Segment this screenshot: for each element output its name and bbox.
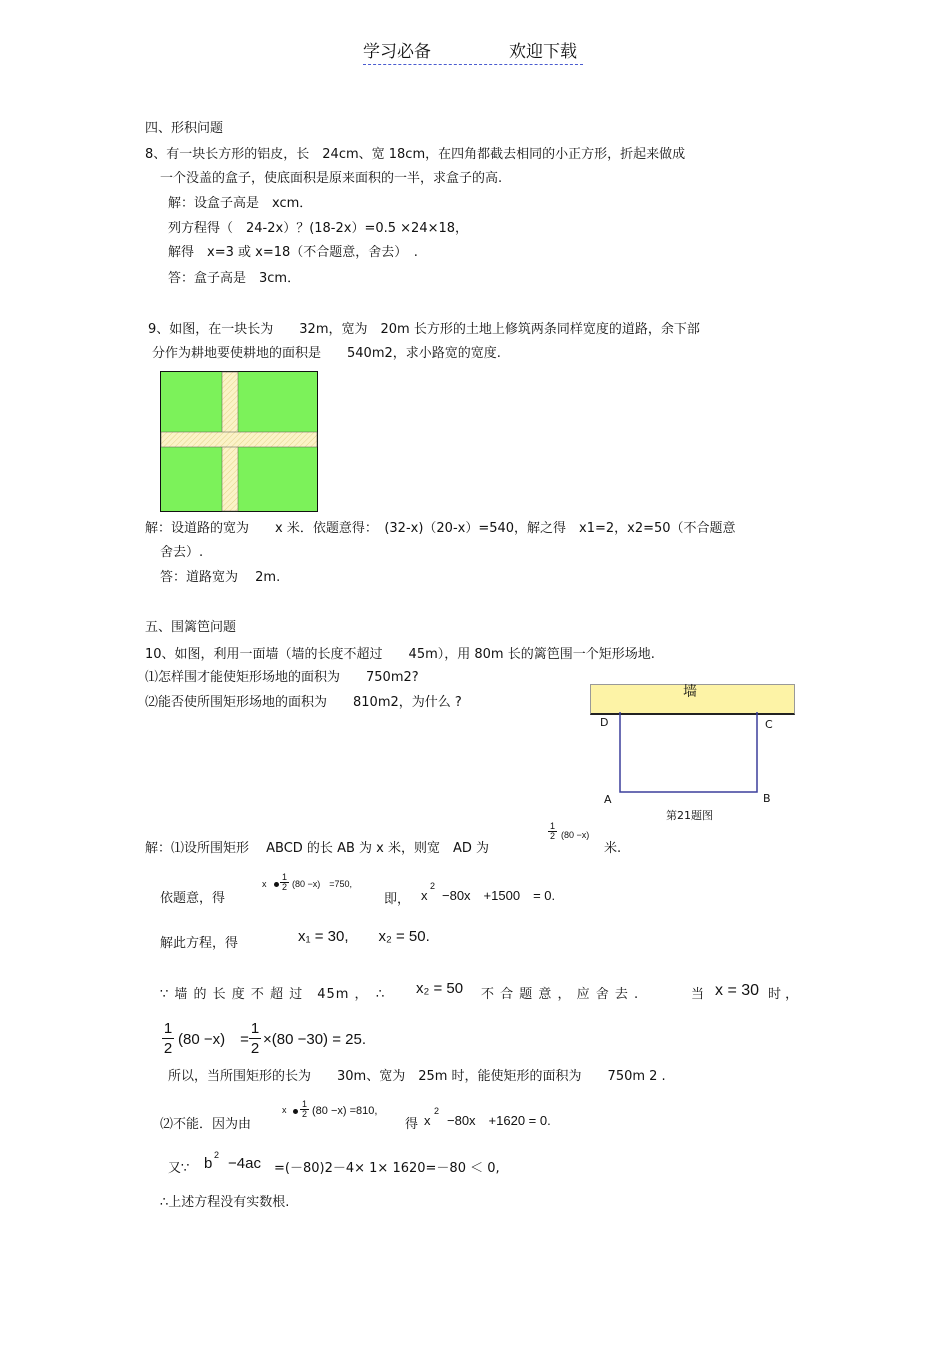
vertex-a: A	[604, 793, 612, 806]
wall-bar	[590, 684, 795, 715]
calc-mid: ×(80 −30) = 25.	[263, 1031, 366, 1048]
de-label: 得	[405, 1117, 419, 1132]
q10: 10、如图，利用一面墙（墙的长度不超过 45m），用 80m 长的篱笆围一个矩形场地.	[145, 647, 655, 662]
ji-label: 即，	[384, 892, 411, 907]
final-statement: ∴上述方程没有实数根.	[160, 1195, 290, 1210]
header-underline	[363, 64, 583, 65]
horizontal-road	[161, 432, 317, 447]
eq3-x: x	[282, 1105, 287, 1115]
x2-equals-50: x₂ = 50	[416, 980, 464, 997]
q10-part2: ⑵能否使所围矩形场地的面积为 810m2，为什么 ?	[145, 695, 462, 710]
yiti-label: 依题意，得	[160, 891, 226, 906]
disc-sq: 2	[214, 1150, 220, 1160]
vertex-c: C	[765, 718, 773, 731]
part2-solution: ⑵不能．因为由	[160, 1117, 252, 1132]
header-right: 欢迎下载	[509, 42, 577, 62]
eq1-fraction: 1 2	[281, 872, 287, 892]
conclusion: 所以，当所围矩形的长为 30m、宽为 25m 时，能使矩形的面积为 750m 2 .	[168, 1069, 666, 1084]
frac-den: 2	[549, 831, 555, 841]
x-equals-30: x = 30	[715, 982, 760, 999]
calc-expr: (80 −x) =	[178, 1031, 249, 1048]
q8-sol-1: 解：设盒子高是 xcm．	[168, 196, 313, 211]
q9-sol-line2: 舍去）.	[160, 545, 204, 560]
section-5-title: 五、围篱笆问题	[145, 620, 237, 635]
because-1: ∵ 墙 的 长 度 不 超 过 45m ， ∴	[160, 987, 386, 1002]
dot-symbol-2	[293, 1109, 298, 1114]
calc-fraction-2: 1 2	[250, 1020, 260, 1057]
q8-sol-4: 答：盒子高是 3cm．	[168, 271, 301, 286]
wall-label: 墙	[683, 684, 697, 700]
disc-4ac: −4ac	[228, 1155, 261, 1172]
rectangle-abcd	[612, 712, 762, 794]
q10-part1: ⑴怎样围才能使矩形场地的面积为 750m2?	[145, 670, 419, 685]
sol-a-line: 解：⑴设所围矩形 ABCD 的长 AB 为 x 米，则宽 AD 为	[145, 841, 490, 856]
q8-line2: 一个没盖的盒子，使底面积是原来面积的一半，求盒子的高.	[160, 171, 503, 186]
q8-sol-2: 列方程得（ 24-2x）？(18-2x）=0.5 ×24×18，	[168, 221, 469, 236]
shi-label: 时 ，	[768, 987, 799, 1002]
q9-line1: 9、如图，在一块长为 32m，宽为 20m 长方形的土地上修筑两条同样宽度的道路，余下部	[148, 322, 700, 337]
you-label: 又∵	[168, 1161, 190, 1176]
sol-a-end: 米.	[604, 841, 622, 856]
calc-fraction-1: 1 2	[163, 1020, 173, 1057]
q8-sol-3: 解得 x=3 或 x=18（不合题意，舍去） .	[168, 245, 418, 260]
disc-calc: =(－80)2－4× 1× 1620=－80 ＜ 0,	[274, 1161, 500, 1176]
width-expr: (80 −x)	[561, 830, 590, 840]
because-2: 不 合 题 意 ， 应 舍 去 .	[481, 987, 640, 1002]
vertex-b: B	[763, 792, 771, 805]
vertex-d: D	[600, 716, 609, 729]
dang-label: 当	[691, 987, 705, 1002]
disc-b: b	[204, 1155, 213, 1172]
eq1-x: x	[262, 879, 267, 889]
road-figure	[160, 371, 318, 512]
eq1-expr: (80 −x) =750,	[292, 879, 353, 889]
eq3-expr: (80 −x) =810,	[312, 1105, 378, 1117]
eq2-sq: 2	[430, 881, 436, 891]
frac-num: 1	[549, 821, 555, 831]
eq2-x: x	[421, 888, 428, 903]
eq4-x: x	[424, 1113, 431, 1128]
q9-line2: 分作为耕地要使耕地的面积是 540m2，求小路宽的宽度.	[152, 346, 501, 361]
q9-sol-line1: 解：设道路的宽为 x 米．依题意得： (32-x)（20-x）=540，解之得 x1=2，x2=50（不合题意	[145, 521, 736, 536]
q8-line1: 8、有一块长方形的铝皮，长 24cm、宽 18cm，在四角都截去相同的小正方形，折起来做成	[145, 147, 686, 162]
eq4-rest: −80x +1620 = 0.	[447, 1113, 551, 1128]
header-left: 学习必备	[363, 42, 431, 62]
dot-symbol	[274, 882, 279, 887]
q9-answer: 答：道路宽为 2m.	[160, 570, 281, 585]
eq4-sq: 2	[434, 1106, 440, 1116]
eq2-rest: −80x +1500 = 0.	[442, 888, 556, 903]
section-4-title: 四、形积问题	[145, 121, 224, 136]
figure-caption: 第21题图	[666, 809, 713, 822]
width-fraction	[548, 822, 557, 841]
eq3-fraction: 1 2	[301, 1099, 307, 1119]
jie-label: 解此方程，得	[160, 936, 239, 951]
roots: x₁ = 30, x₂ = 50.	[298, 928, 430, 945]
